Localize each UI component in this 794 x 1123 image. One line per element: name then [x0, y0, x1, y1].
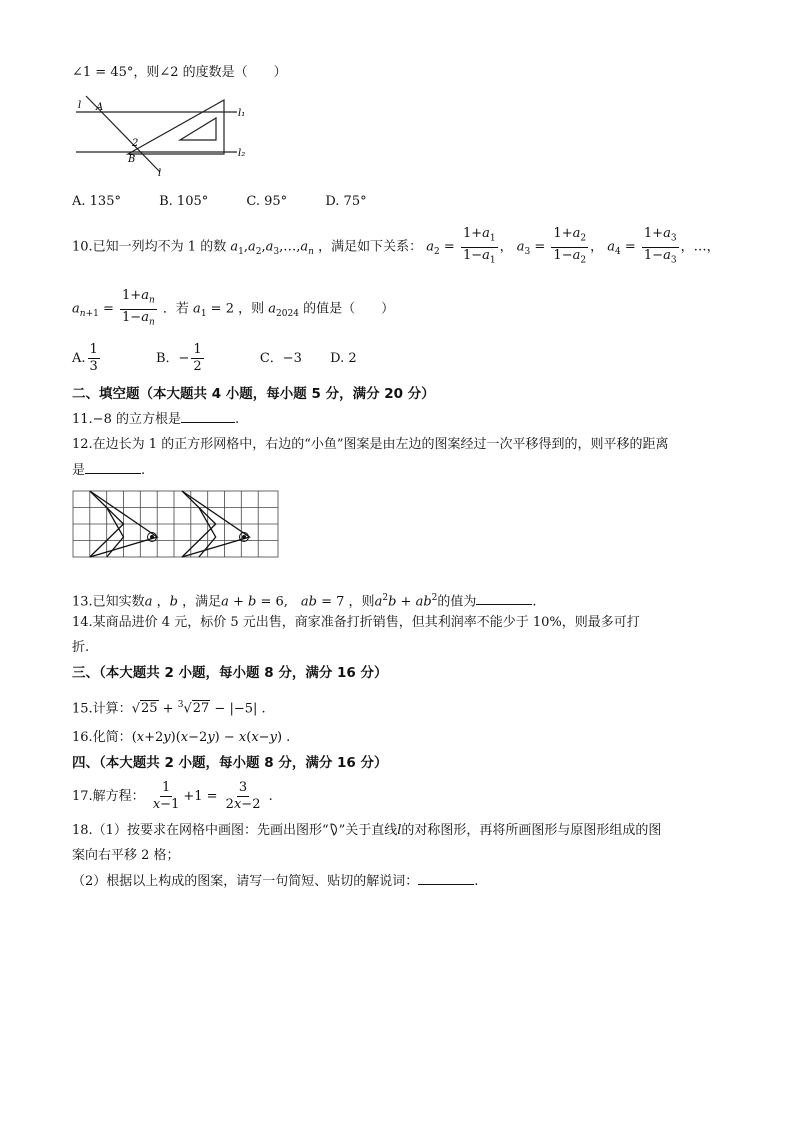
q18-line3: （2）根据以上构成的图案，请写一句简短、贴切的解说词： . [72, 874, 479, 889]
q12-line1: 12.在边长为 1 的正方形网格中，右边的“小鱼”图案是由左边的图案经过一次平移得到的，则平移的距离 [72, 437, 669, 452]
q10-prefix: 10.已知一列均不为 1 的数 [72, 239, 227, 255]
q9-option-d: D. 75° [325, 194, 367, 209]
leaf-shape-icon [329, 823, 339, 836]
label-A: A [96, 102, 104, 113]
q14-line1: 14.某商品进价 4 元，标价 5 元出售，商家准备打折销售，但其利润率不能少于 10%，则最多可打 [72, 615, 640, 630]
section-2-heading: 二、填空题（本大题共 4 小题，每小题 5 分，满分 20 分） [72, 386, 435, 402]
q10-line2: $a_{n+1}$ = $\frac{1+a_n}{1-a_n}$ ．若 $a_1 = 2$ ，则 $a_{2024}$ 的值是（ ） [72, 288, 395, 328]
label-l-top: l [78, 100, 82, 111]
q9-figure [72, 92, 262, 178]
q10-option-d: D. 2 [330, 351, 357, 366]
label-B: B [128, 154, 136, 165]
label-2: 2 [132, 138, 139, 149]
q14-line2: 折. [72, 640, 90, 655]
q12-fish-grid [72, 490, 280, 560]
q15: 15.计算：√25 + $^3$√27 − |−5| . [72, 700, 266, 717]
q10-option-a: A. $\frac{1}{3}$ [72, 342, 98, 374]
q11-blank[interactable] [181, 410, 235, 423]
q9-stem: ∠1 = 45°，则∠2 的度数是（ ） [72, 65, 287, 80]
q10-option-c: C．−3 [259, 351, 302, 366]
section-3-heading: 三、（本大题共 2 小题，每小题 8 分，满分 16 分） [72, 665, 388, 681]
label-l2: l₂ [238, 148, 246, 159]
q10-ask: ，则 [238, 301, 265, 317]
q10-condition: ，满足如下关系： [318, 239, 423, 255]
label-l: l [158, 168, 162, 178]
q12-blank[interactable] [85, 461, 141, 474]
q17: 17.解方程： $\frac{1}{x-1}$ +1 = $\frac{3}{2x-2}$ . [72, 780, 273, 812]
q10-ask2: 的值是（ ） [303, 301, 395, 317]
q10-line1: 10.已知一列均不为 1 的数 $a_1,a_2,a_3,\dots,a_n$ ，满足如下关系： $a_2$ = $\frac{1+a_1}{1-a_1}$ ， $a_3$ = $\frac{1+a_2}{1-a_2}$ ， $a_4$ = $\frac{1+a_3}{1-a_3}$ ，…， [72, 226, 720, 266]
q12-line2: 是 . [72, 463, 146, 478]
q18-line1: 18.（1）按要求在网格中画图：先画出图形“ ”关于直线l的对称图形，再将所画图形与原图形组成的图 [72, 823, 662, 838]
q9-options [72, 193, 401, 211]
q18-blank[interactable] [418, 872, 474, 885]
q11: 11.−8 的立方根是 . [72, 412, 240, 427]
q13-blank[interactable] [476, 592, 532, 605]
q9-option-b: B. 105° [159, 194, 209, 209]
q10-next: ．若 [162, 301, 189, 317]
q18-line2: 案向右平移 2 格； [72, 848, 180, 863]
q10-options [72, 342, 391, 375]
q9-option-c: C. 95° [246, 194, 288, 209]
q10-option-b: B．− $\frac{1}{2}$ [155, 342, 202, 374]
q9-option-a: A. 135° [72, 194, 121, 209]
section-4-heading: 四、（本大题共 2 小题，每小题 8 分，满分 16 分） [72, 755, 388, 771]
q16: 16.化简：(x+2y)(x−2y) − x(x−y) . [72, 730, 291, 745]
label-l1: l₁ [238, 108, 246, 119]
q13: 13.已知实数a ，b ，满足a + b = 6, ab = 7 ，则$a^2b + ab^2$的值为 . [72, 593, 537, 610]
